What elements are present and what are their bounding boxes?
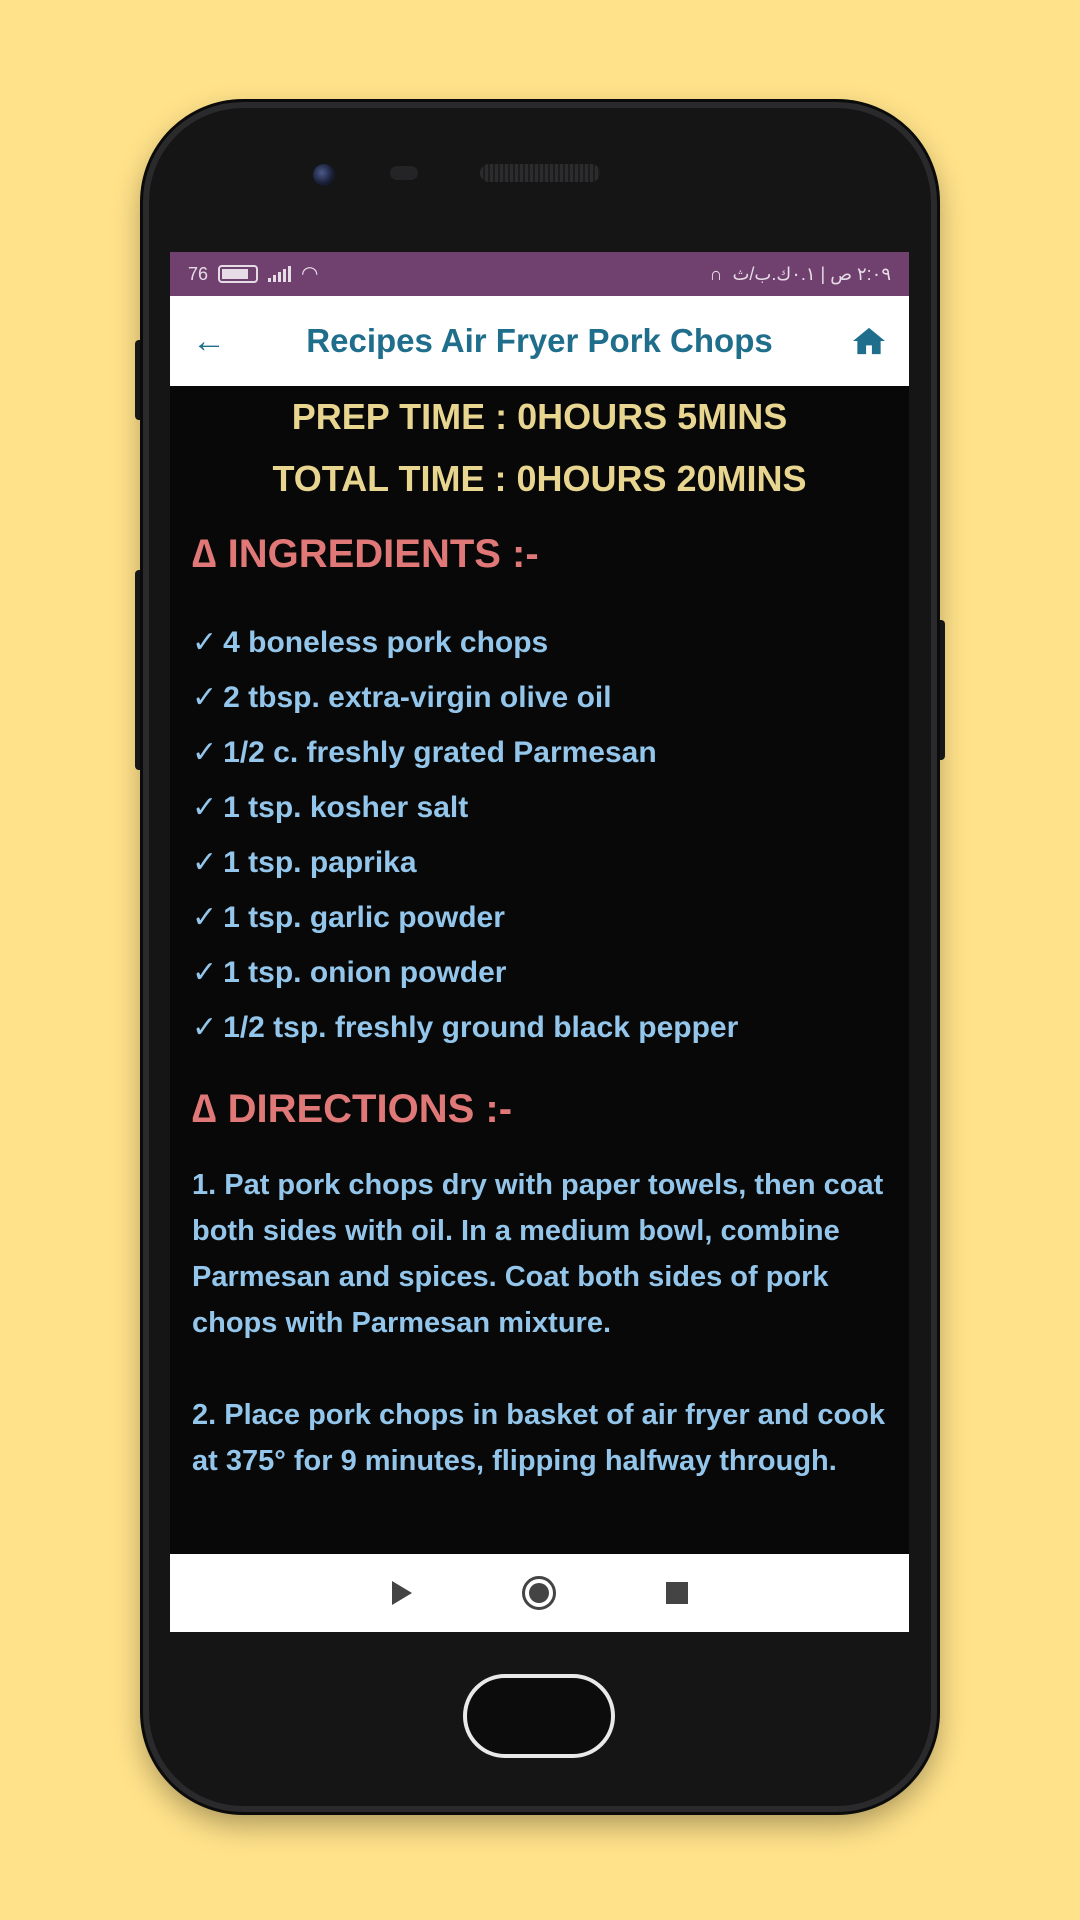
checkmark-icon: ✓: [192, 956, 218, 989]
headphones-icon: ∩: [709, 263, 723, 284]
ingredient-item: ✓ 1/2 tsp. freshly ground black pepper: [192, 1011, 739, 1044]
ingredient-item: ✓ 1 tsp. kosher salt: [192, 791, 469, 824]
checkmark-icon: ✓: [192, 681, 218, 714]
home-button[interactable]: [837, 325, 887, 357]
back-arrow-icon[interactable]: ←: [192, 321, 226, 360]
wifi-icon: ◠: [301, 263, 319, 285]
ingredients-heading: ∆ INGREDIENTS :-: [192, 532, 539, 576]
network-speed-and-clock: ٢:٠٩ ص | ٠.١ك.ب/ث: [732, 263, 891, 284]
page-title: Recipes Air Fryer Pork Chops: [306, 322, 773, 359]
system-nav-bar: [170, 1554, 909, 1632]
ingredient-item: ✓ 1 tsp. onion powder: [192, 956, 507, 989]
ingredient-item: ✓ 2 tbsp. extra-virgin olive oil: [192, 681, 612, 714]
ingredients-list: [192, 615, 887, 1055]
nav-recents-icon[interactable]: [666, 1582, 688, 1604]
signal-icon: [268, 266, 291, 282]
checkmark-icon: ✓: [192, 846, 218, 879]
prep-time: PREP TIME : 0HOURS 5MINS: [291, 396, 788, 437]
status-bar: [170, 252, 909, 296]
direction-step: 1. Pat pork chops dry with paper towels, then coat both sides with oil. In a medium bowl, combine Parmesan and spices. Coat both sides of pork chops with Parmesan mixture.: [192, 1169, 884, 1339]
checkmark-icon: ✓: [192, 901, 218, 934]
physical-home-button[interactable]: [463, 1674, 615, 1758]
direction-step: 2. Place pork chops in basket of air fryer and cook at 375° for 9 minutes, flipping halfway through.: [192, 1399, 886, 1477]
checkmark-icon: ✓: [192, 736, 218, 769]
battery-percent: 76: [188, 263, 209, 284]
phone-screen: [170, 252, 909, 1632]
app-bar: [170, 296, 909, 386]
checkmark-icon: ✓: [192, 1011, 218, 1044]
total-time: TOTAL TIME : 0HOURS 20MINS: [272, 458, 807, 499]
proximity-sensor: [390, 166, 418, 180]
ingredient-item: ✓ 1 tsp. garlic powder: [192, 901, 505, 934]
checkmark-icon: ✓: [192, 626, 218, 659]
nav-home-icon[interactable]: [522, 1576, 556, 1610]
battery-icon: [218, 265, 258, 283]
ingredient-item: ✓ 4 boneless pork chops: [192, 626, 549, 659]
home-icon: [851, 325, 887, 357]
ingredient-item: ✓ 1/2 c. freshly grated Parmesan: [192, 736, 657, 769]
nav-back-icon[interactable]: [392, 1581, 412, 1605]
checkmark-icon: ✓: [192, 791, 218, 824]
directions-heading: ∆ DIRECTIONS :-: [192, 1087, 513, 1131]
ingredient-item: ✓ 1 tsp. paprika: [192, 846, 417, 879]
earpiece-speaker: [480, 164, 600, 182]
recipe-content: [170, 386, 909, 1484]
front-camera: [313, 164, 335, 186]
